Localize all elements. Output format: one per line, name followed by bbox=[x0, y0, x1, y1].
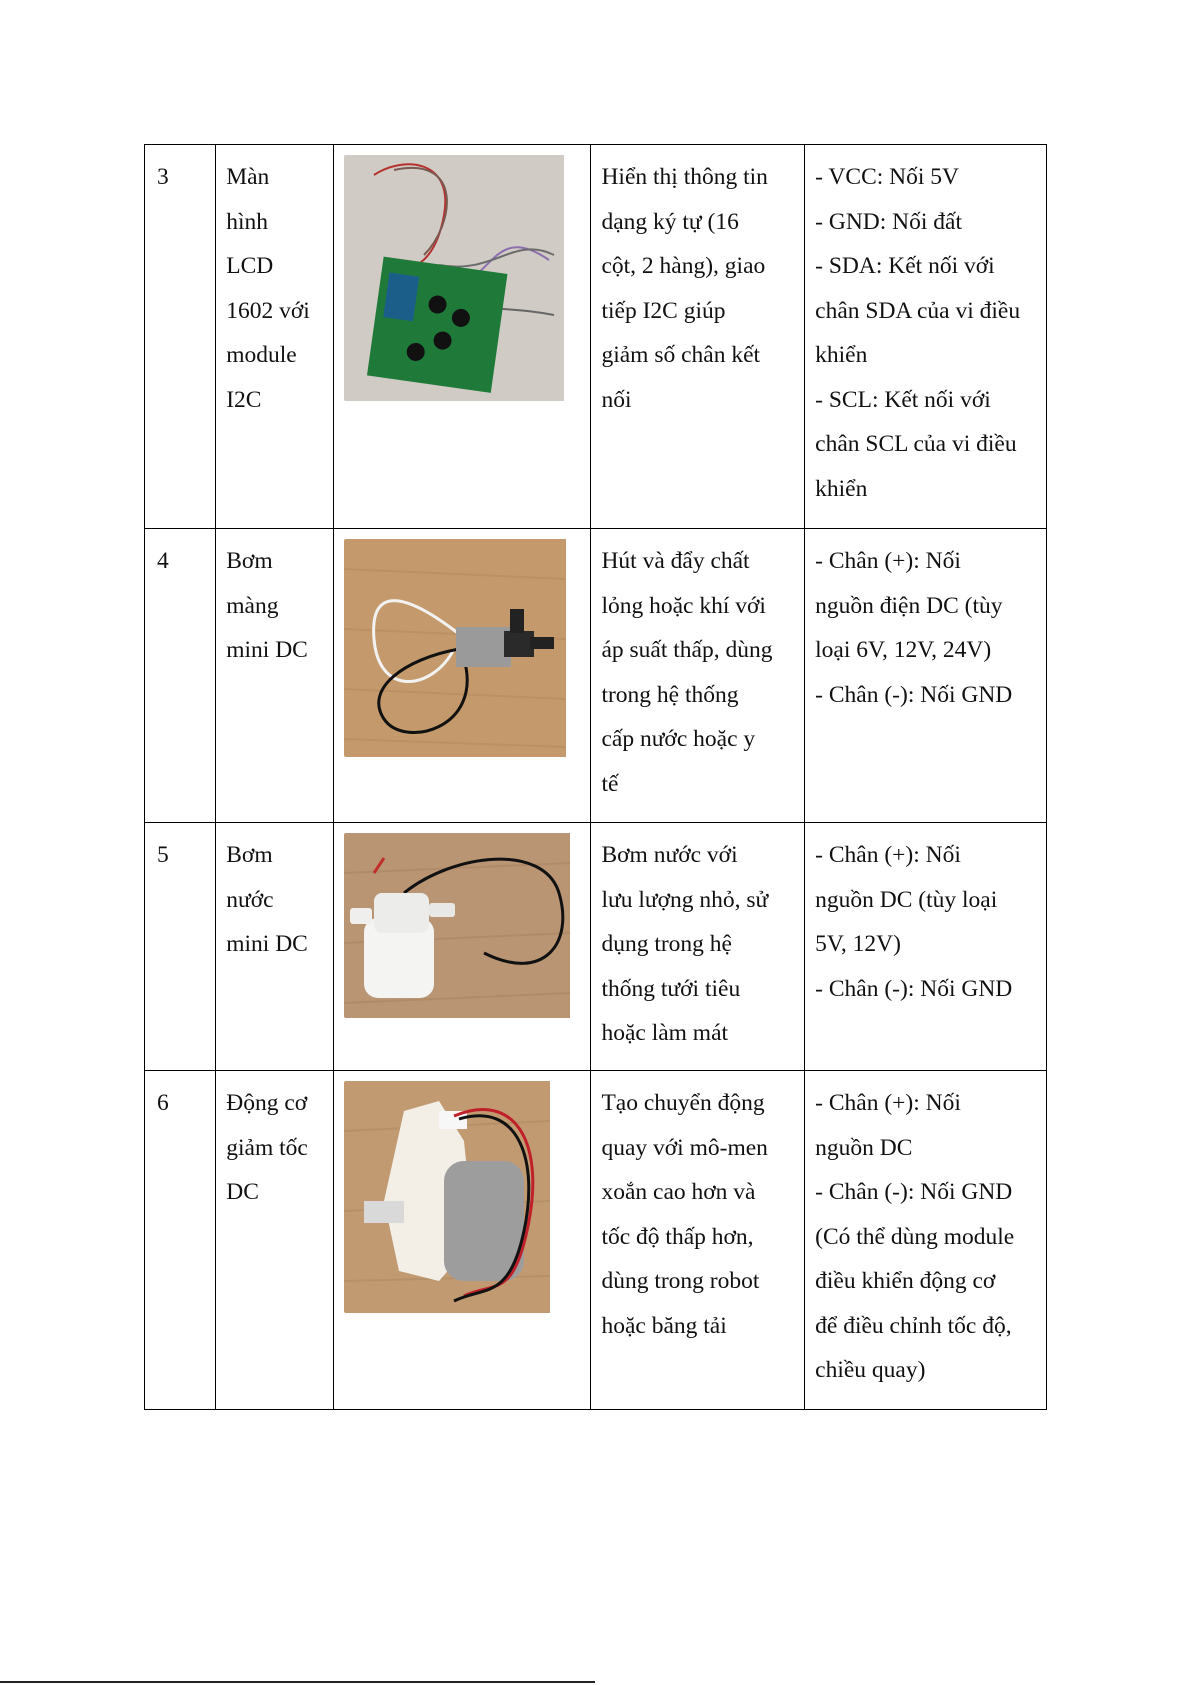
table-row bbox=[145, 823, 1047, 1071]
component-function: Hiển thị thông tin dạng ký tự (16 cột, 2 hàng), giao tiếp I2C giúp giảm số chân kết nối bbox=[591, 145, 805, 529]
component-function: Bơm nước với lưu lượng nhỏ, sử dụng trong hệ thống tưới tiêu hoặc làm mát bbox=[591, 823, 805, 1071]
component-connection: - VCC: Nối 5V - GND: Nối đất - SDA: Kết nối với chân SDA của vi điều khiển - SCL: Kết nối với chân SCL của vi điều khiển bbox=[805, 145, 1047, 529]
component-function: Tạo chuyển động quay với mô-men xoắn cao hơn và tốc độ thấp hơn, dùng trong robot hoặc băng tải bbox=[591, 1071, 805, 1410]
row-index: 6 bbox=[145, 1071, 216, 1410]
water-pump-photo bbox=[344, 833, 581, 1018]
row-index: 5 bbox=[145, 823, 216, 1071]
row-index: 3 bbox=[145, 145, 216, 529]
table-row bbox=[145, 145, 1047, 529]
component-name: Màn hình LCD 1602 với module I2C bbox=[216, 145, 333, 529]
diaphragm-pump-photo bbox=[344, 539, 581, 757]
component-connection: - Chân (+): Nối nguồn DC (tùy loại 5V, 12V) - Chân (-): Nối GND bbox=[805, 823, 1047, 1071]
component-image-cell bbox=[333, 823, 591, 1071]
lcd-module-photo bbox=[344, 155, 581, 401]
table-row bbox=[145, 1071, 1047, 1410]
component-image-cell bbox=[333, 1071, 591, 1410]
components-table bbox=[144, 144, 1047, 1410]
component-name: Bơm màng mini DC bbox=[216, 529, 333, 823]
component-name: Bơm nước mini DC bbox=[216, 823, 333, 1071]
row-index: 4 bbox=[145, 529, 216, 823]
component-image-cell bbox=[333, 145, 591, 529]
component-image-cell bbox=[333, 529, 591, 823]
table-row bbox=[145, 529, 1047, 823]
page-bottom-rule bbox=[0, 1681, 595, 1683]
component-name: Động cơ giảm tốc DC bbox=[216, 1071, 333, 1410]
component-function: Hút và đẩy chất lỏng hoặc khí với áp suất thấp, dùng trong hệ thống cấp nước hoặc y tế bbox=[591, 529, 805, 823]
component-connection: - Chân (+): Nối nguồn điện DC (tùy loại 6V, 12V, 24V) - Chân (-): Nối GND bbox=[805, 529, 1047, 823]
component-connection: - Chân (+): Nối nguồn DC - Chân (-): Nối GND (Có thể dùng module điều khiển động cơ để điều chỉnh tốc độ, chiều quay) bbox=[805, 1071, 1047, 1410]
gear-motor-photo bbox=[344, 1081, 581, 1313]
